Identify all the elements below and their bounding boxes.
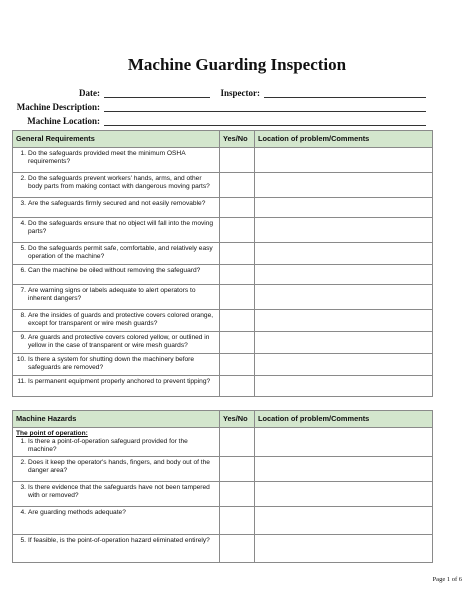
comments-cell[interactable] bbox=[255, 265, 433, 285]
table-row bbox=[13, 243, 433, 265]
yes-no-cell[interactable] bbox=[220, 482, 255, 507]
table-header-row bbox=[13, 131, 433, 148]
comments-cell[interactable] bbox=[255, 376, 433, 397]
item-text: If feasible, is the point-of-operation hazard eliminated entirely? bbox=[28, 537, 210, 544]
item-number: 9. bbox=[20, 334, 26, 341]
item-text: Can the machine be oiled without removing the safeguard? bbox=[28, 267, 201, 274]
table-row bbox=[13, 198, 433, 218]
item-number: 7. bbox=[20, 287, 26, 294]
item-number: 6. bbox=[20, 267, 26, 274]
item-number: 5. bbox=[20, 245, 26, 252]
table-row bbox=[13, 218, 433, 243]
table-row bbox=[13, 285, 433, 310]
item-number: 2. bbox=[20, 175, 26, 182]
comments-cell[interactable] bbox=[255, 332, 433, 354]
machine-hazards-table bbox=[12, 410, 433, 563]
item-number: 3. bbox=[20, 200, 26, 207]
yes-no-cell[interactable] bbox=[220, 198, 255, 218]
yes-no-cell[interactable] bbox=[220, 457, 255, 482]
comments-cell[interactable] bbox=[255, 310, 433, 332]
item-number: 11. bbox=[17, 378, 26, 385]
comments-cell[interactable] bbox=[255, 428, 433, 457]
inspector-field[interactable] bbox=[264, 97, 426, 98]
yes-no-cell[interactable] bbox=[220, 376, 255, 397]
yes-no-cell[interactable] bbox=[220, 428, 255, 457]
column-header-machine-hazards: Machine Hazards bbox=[13, 411, 220, 428]
yes-no-cell[interactable] bbox=[220, 265, 255, 285]
yes-no-cell[interactable] bbox=[220, 354, 255, 376]
general-requirements-table bbox=[12, 130, 433, 397]
comments-cell[interactable] bbox=[255, 173, 433, 198]
table-row bbox=[13, 507, 433, 535]
item-text: Are the safeguards firmly secured and not easily removable? bbox=[28, 200, 206, 207]
column-header-yes-no: Yes/No bbox=[220, 411, 255, 428]
item-text: Do the safeguards ensure that no object will fall into the moving parts? bbox=[28, 220, 214, 235]
comments-cell[interactable] bbox=[255, 507, 433, 535]
column-header-comments: Location of problem/Comments bbox=[255, 131, 433, 148]
comments-cell[interactable] bbox=[255, 354, 433, 376]
item-number: 4. bbox=[20, 220, 26, 227]
table-row bbox=[13, 428, 433, 457]
item-text: Does it keep the operator's hands, fingers, and body out of the danger area? bbox=[28, 459, 210, 474]
item-text: Do the safeguards provided meet the minimum OSHA requirements? bbox=[28, 150, 186, 165]
yes-no-cell[interactable] bbox=[220, 535, 255, 563]
comments-cell[interactable] bbox=[255, 457, 433, 482]
column-header-general-requirements: General Requirements bbox=[13, 131, 220, 148]
table-row bbox=[13, 354, 433, 376]
item-number: 4. bbox=[20, 509, 26, 516]
date-label: Date: bbox=[79, 88, 100, 98]
yes-no-cell[interactable] bbox=[220, 173, 255, 198]
item-number: 10. bbox=[16, 356, 26, 363]
item-text: Are guards and protective covers colored yellow, or outlined in yellow in the case of transparent or wire mesh guards? bbox=[28, 334, 210, 349]
comments-cell[interactable] bbox=[255, 285, 433, 310]
yes-no-cell[interactable] bbox=[220, 332, 255, 354]
item-text: Are guarding methods adequate? bbox=[28, 509, 126, 516]
comments-cell[interactable] bbox=[255, 218, 433, 243]
item-text: Is there evidence that the safeguards have not been tampered with or removed? bbox=[28, 484, 210, 499]
table-row bbox=[13, 376, 433, 397]
item-number: 5. bbox=[20, 537, 26, 544]
machine-description-label: Machine Description: bbox=[16, 102, 100, 112]
yes-no-cell[interactable] bbox=[220, 243, 255, 265]
date-field[interactable] bbox=[104, 97, 210, 98]
comments-cell[interactable] bbox=[255, 535, 433, 563]
inspector-label: Inspector: bbox=[220, 88, 260, 98]
table-row bbox=[13, 148, 433, 173]
item-text: Do the safeguards prevent workers' hands, arms, and other body parts from making contact with dangerous moving parts? bbox=[28, 175, 210, 190]
subsection-heading: The point of operation: bbox=[16, 430, 88, 437]
item-number: 1. bbox=[20, 150, 26, 157]
table-row bbox=[13, 310, 433, 332]
comments-cell[interactable] bbox=[255, 148, 433, 173]
item-number: 1. bbox=[20, 438, 26, 445]
item-text: Do the safeguards permit safe, comfortable, and relatively easy operation of the machine? bbox=[28, 245, 213, 260]
column-header-comments: Location of problem/Comments bbox=[255, 411, 433, 428]
table-row bbox=[13, 535, 433, 563]
yes-no-cell[interactable] bbox=[220, 507, 255, 535]
column-header-yes-no: Yes/No bbox=[220, 131, 255, 148]
table-header-row bbox=[13, 411, 433, 428]
table-row bbox=[13, 482, 433, 507]
item-text: Is there a system for shutting down the machinery before safeguards are removed? bbox=[28, 356, 195, 371]
item-text: Are warning signs or labels adequate to alert operators to inherent dangers? bbox=[28, 287, 196, 302]
item-number: 3. bbox=[20, 484, 26, 491]
item-text: Is permanent equipment properly anchored to prevent tipping? bbox=[28, 378, 211, 385]
machine-description-field[interactable] bbox=[104, 111, 426, 112]
yes-no-cell[interactable] bbox=[220, 148, 255, 173]
yes-no-cell[interactable] bbox=[220, 285, 255, 310]
comments-cell[interactable] bbox=[255, 243, 433, 265]
comments-cell[interactable] bbox=[255, 482, 433, 507]
item-number: 2. bbox=[20, 459, 26, 466]
item-number: 8. bbox=[20, 312, 26, 319]
table-row bbox=[13, 332, 433, 354]
item-text: Are the insides of guards and protective covers colored orange, except for transparent or wire mesh guards? bbox=[28, 312, 214, 327]
table-row bbox=[13, 173, 433, 198]
table-row bbox=[13, 265, 433, 285]
machine-location-label: Machine Location: bbox=[27, 116, 100, 126]
item-text: Is there a point-of-operation safeguard provided for the machine? bbox=[28, 438, 188, 453]
yes-no-cell[interactable] bbox=[220, 218, 255, 243]
page-number: Page 1 of 6 bbox=[432, 576, 462, 583]
page-title: Machine Guarding Inspection bbox=[127, 55, 347, 74]
machine-location-field[interactable] bbox=[104, 125, 426, 126]
yes-no-cell[interactable] bbox=[220, 310, 255, 332]
table-row bbox=[13, 457, 433, 482]
comments-cell[interactable] bbox=[255, 198, 433, 218]
